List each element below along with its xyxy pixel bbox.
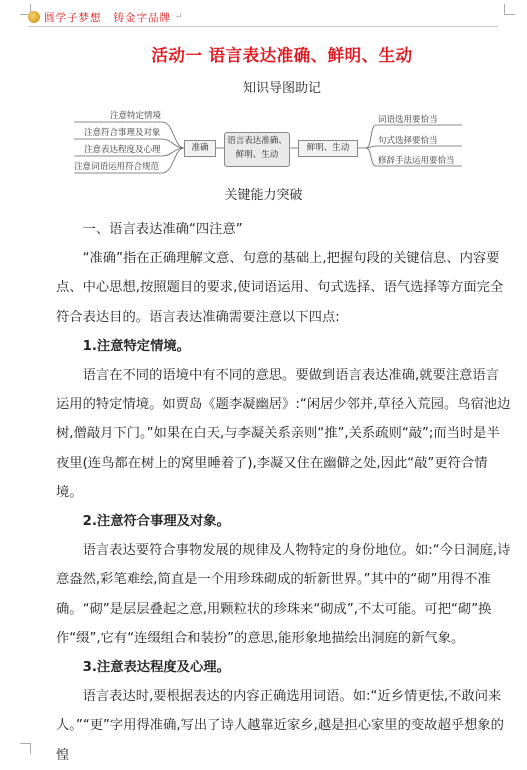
mindmap-caption: 知识导图助记 xyxy=(242,81,321,96)
return-mark: ↵ xyxy=(175,12,183,22)
mindmap-left-item: 注意特定情境 xyxy=(110,111,162,121)
mindmap-right-item: 修辞手法运用要恰当 xyxy=(378,156,455,166)
point-heading: 2.注意符合事理及对象。 xyxy=(82,514,230,530)
knowledge-mindmap xyxy=(70,108,470,182)
heading-four-notes: 一、语言表达准确“四注意” xyxy=(82,222,243,237)
paragraph: 语言在不同的语境中有不同的意思。要做到语言表达准确,就要注意语言运用的特定情境。如贾岛《题李凝幽居》:“闲居少邻并,草径入荒园。鸟宿池边树,僧敲月下门。”如果在白天,与李凝关系亲则“推”,关系疏则“敲”;而当时是半夜里(连鸟都在树上的窝里睡着了),李凝又住在幽僻之处,因此“敲”更符合情境。 xyxy=(56,368,511,500)
paragraph: “准确”指在正确理解文意、句意的基础上,把握句段的关键信息、内容要点、中心思想,按照题目的要求,使词语运用、句式选择、语气选择等方面完全符合表达目的。语言表达准确需要注意以下四点: xyxy=(56,251,504,325)
mindmap-left-item: 注意词语运用符合规范 xyxy=(74,162,160,172)
crop-mark xyxy=(504,4,515,15)
page-title: 活动一 语言表达准确、鲜明、生动 xyxy=(151,46,413,65)
section-title: 关键能力突破 xyxy=(224,188,303,203)
crop-mark xyxy=(20,743,31,754)
mindmap-right-item: 词语选用要恰当 xyxy=(378,115,438,125)
mindmap-hub-vivid: 鲜明、生动 xyxy=(298,140,358,157)
mindmap-center-label: 语言表达准确、鲜明、生动 xyxy=(227,136,287,160)
mindmap-hub-accurate: 准确 xyxy=(184,140,216,157)
paragraph: 语言表达时,要根据表达的内容正确选用词语。如:“近乡情更怯,不敢问来人。”“更”字用得准确,写出了诗人越靠近家乡,越是担心家里的变故超乎想象的惶 xyxy=(56,689,504,763)
mindmap-left-item: 注意表达程度及心理 xyxy=(84,145,161,155)
paragraph: 语言表达要符合事物发展的规律及人物特定的身份地位。如:“今日洞庭,诗意盎然,彩笔难绘,简直是一个用珍珠砌成的斩新世界。”其中的“砌”用得不准确。“砌”是层层叠起之意,用颗粒状的珍珠来“砌成”,不太可能。可把“砌”换作“缀”,它有“连缀组合和装扮”的意思,能形象地描绘出洞庭的新气象。 xyxy=(56,543,511,646)
brand-logo-icon xyxy=(28,11,40,23)
mindmap-left-item: 注意符合事理及对象 xyxy=(84,128,161,138)
page-header xyxy=(28,8,498,27)
header-slogan-2: 铸金字品牌 xyxy=(113,11,171,24)
mindmap-center xyxy=(224,132,290,167)
mindmap-right-item: 句式选择要恰当 xyxy=(378,136,438,146)
header-slogan: 圆学子梦想 xyxy=(44,11,102,24)
document-body xyxy=(52,42,512,100)
point-heading: 1.注意特定情境。 xyxy=(82,338,190,354)
point-heading: 3.注意表达程度及心理。 xyxy=(82,660,230,676)
article-text xyxy=(56,215,512,770)
